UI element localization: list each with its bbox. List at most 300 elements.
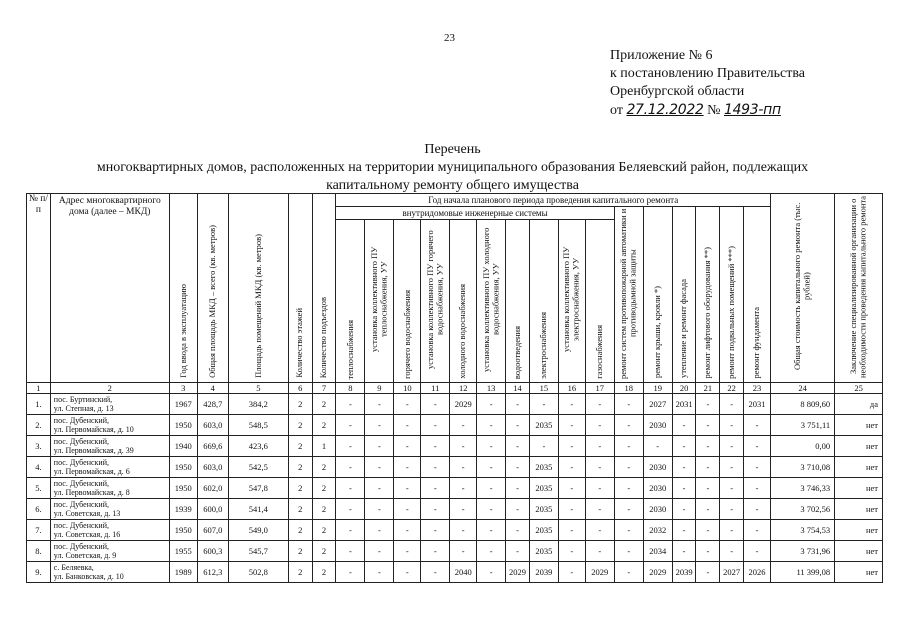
table-row <box>27 499 883 520</box>
row-work-year: - <box>506 457 530 478</box>
appendix-block <box>610 47 805 120</box>
row-work-year: - <box>696 478 720 499</box>
row-work-year: - <box>336 562 365 583</box>
row-address: пос. Дубенский, ул. Советская, д. 13 <box>50 499 169 520</box>
number-prefix: № <box>707 103 721 118</box>
header-system-9: газоснабжения <box>585 220 614 383</box>
row-work-year: 2031 <box>672 394 696 415</box>
row-work-year: 2029 <box>585 562 614 583</box>
header-no: № п/п <box>27 194 51 383</box>
row-work-year: - <box>672 541 696 562</box>
row-work-year: - <box>365 499 394 520</box>
row-work-year: - <box>585 541 614 562</box>
row-work-year: 2040 <box>450 562 477 583</box>
row-total-area: 607,0 <box>197 520 228 541</box>
row-work-year: - <box>614 562 643 583</box>
row-work-year: - <box>506 415 530 436</box>
row-work-year: - <box>394 499 421 520</box>
row-work-year: - <box>421 415 450 436</box>
page-number: 23 <box>444 32 455 44</box>
table-row <box>27 394 883 415</box>
row-work-year: - <box>744 478 771 499</box>
row-work-year: - <box>585 415 614 436</box>
row-premises-area: 545,7 <box>228 541 288 562</box>
header-basement: ремонт подвальных помещений ***) <box>720 207 744 383</box>
column-number: 9 <box>365 383 394 394</box>
row-premises-area: 542,5 <box>228 457 288 478</box>
row-year: 1940 <box>169 436 197 457</box>
row-work-year: - <box>394 541 421 562</box>
row-floors: 2 <box>288 436 312 457</box>
row-conclusion: нет <box>835 520 883 541</box>
header-system-1: установка коллективного ПУ теплоснабжения, УУ <box>365 220 394 383</box>
row-work-year: - <box>672 415 696 436</box>
column-number: 7 <box>312 383 336 394</box>
row-work-year: - <box>365 415 394 436</box>
row-work-year: - <box>421 394 450 415</box>
header-system-4: холодного водоснабжения <box>450 220 477 383</box>
row-work-year: - <box>614 520 643 541</box>
document-title <box>40 141 865 195</box>
row-address: пос. Дубенский, ул. Первомайская, д. 8 <box>50 478 169 499</box>
column-number: 5 <box>228 383 288 394</box>
row-work-year: - <box>394 478 421 499</box>
row-total-cost: 3 754,53 <box>771 520 835 541</box>
row-work-year: - <box>365 394 394 415</box>
row-work-year: - <box>477 436 506 457</box>
row-work-year: 2035 <box>529 499 558 520</box>
row-work-year: - <box>336 499 365 520</box>
handwritten-date: 27.12.2022 <box>626 102 704 118</box>
row-entrances: 1 <box>312 436 336 457</box>
row-number: 8. <box>27 541 51 562</box>
header-total-area: Общая площадь МКД – всего (кв. метров) <box>197 194 228 383</box>
row-number: 6. <box>27 499 51 520</box>
column-number: 22 <box>720 383 744 394</box>
row-work-year: - <box>336 478 365 499</box>
row-floors: 2 <box>288 541 312 562</box>
row-year: 1955 <box>169 541 197 562</box>
row-conclusion: нет <box>835 541 883 562</box>
table-row <box>27 415 883 436</box>
header-system-7: электроснабжения <box>529 220 558 383</box>
row-work-year: - <box>558 520 585 541</box>
row-work-year: - <box>365 562 394 583</box>
row-work-year: - <box>744 541 771 562</box>
row-floors: 2 <box>288 394 312 415</box>
row-work-year: - <box>720 478 744 499</box>
table-row <box>27 436 883 457</box>
row-work-year: - <box>614 415 643 436</box>
column-number: 11 <box>421 383 450 394</box>
row-total-cost: 3 731,96 <box>771 541 835 562</box>
row-total-cost: 11 399,08 <box>771 562 835 583</box>
header-facade: утепление и ремонт фасада <box>672 207 696 383</box>
row-conclusion: нет <box>835 499 883 520</box>
row-work-year: - <box>614 499 643 520</box>
header-system-3: установка коллективного ПУ горячего водоснабжения, УУ <box>421 220 450 383</box>
row-premises-area: 502,8 <box>228 562 288 583</box>
row-total-cost: 3 751,11 <box>771 415 835 436</box>
row-premises-area: 548,5 <box>228 415 288 436</box>
column-number: 3 <box>169 383 197 394</box>
row-work-year: - <box>450 457 477 478</box>
row-entrances: 2 <box>312 478 336 499</box>
row-total-area: 612,3 <box>197 562 228 583</box>
row-work-year: - <box>450 436 477 457</box>
row-work-year: - <box>365 436 394 457</box>
column-number: 1 <box>27 383 51 394</box>
row-work-year: 2035 <box>529 415 558 436</box>
row-work-year: 2039 <box>529 562 558 583</box>
row-conclusion: нет <box>835 478 883 499</box>
table-row <box>27 541 883 562</box>
row-work-year: - <box>744 415 771 436</box>
header-conclusion: Заключение специализированной организации о необходимости проведения капитального ремонта <box>835 194 883 383</box>
column-number: 4 <box>197 383 228 394</box>
row-total-cost: 8 809,60 <box>771 394 835 415</box>
table-row <box>27 478 883 499</box>
appendix-line3: Оренбургской области <box>610 84 745 99</box>
row-work-year: 2035 <box>529 457 558 478</box>
houses-table <box>26 193 883 583</box>
row-year: 1939 <box>169 499 197 520</box>
column-number: 8 <box>336 383 365 394</box>
row-entrances: 2 <box>312 541 336 562</box>
row-conclusion: да <box>835 394 883 415</box>
row-work-year: - <box>365 478 394 499</box>
row-total-cost: 3 710,08 <box>771 457 835 478</box>
row-work-year: - <box>558 478 585 499</box>
row-number: 7. <box>27 520 51 541</box>
row-work-year: - <box>394 394 421 415</box>
row-premises-area: 541,4 <box>228 499 288 520</box>
row-work-year: - <box>585 478 614 499</box>
row-work-year: - <box>672 499 696 520</box>
column-number: 17 <box>585 383 614 394</box>
row-work-year: - <box>421 436 450 457</box>
row-premises-area: 547,8 <box>228 478 288 499</box>
row-work-year: - <box>744 436 771 457</box>
header-system-5: установка коллективного ПУ холодного водоснабжения, УУ <box>477 220 506 383</box>
header-system-8: установка коллективного ПУ электроснабжения, УУ <box>558 220 585 383</box>
appendix-line2: к постановлению Правительства <box>610 66 806 81</box>
row-work-year: - <box>672 436 696 457</box>
row-work-year: - <box>394 562 421 583</box>
row-work-year: - <box>421 562 450 583</box>
row-floors: 2 <box>288 499 312 520</box>
row-work-year: - <box>336 436 365 457</box>
row-work-year: 2034 <box>643 541 672 562</box>
row-work-year: - <box>421 478 450 499</box>
table-row <box>27 520 883 541</box>
header-year-built: Год ввода в эксплуатацию <box>169 194 197 383</box>
row-total-area: 603,0 <box>197 457 228 478</box>
row-work-year: - <box>585 436 614 457</box>
table-row <box>27 457 883 478</box>
row-work-year: - <box>720 541 744 562</box>
row-floors: 2 <box>288 562 312 583</box>
row-work-year: - <box>477 541 506 562</box>
title-line2: многоквартирных домов, расположенных на территории муниципального образования Беляевский район, подлежащих <box>96 160 809 175</box>
row-address: пос. Дубенский, ул. Советская, д. 9 <box>50 541 169 562</box>
row-year: 1967 <box>169 394 197 415</box>
row-entrances: 2 <box>312 562 336 583</box>
header-roof: ремонт крыши, кровли *) <box>643 207 672 383</box>
row-work-year: - <box>421 499 450 520</box>
row-work-year: - <box>696 499 720 520</box>
row-work-year: - <box>585 394 614 415</box>
header-premises-area: Площадь помещений МКД (кв. метров) <box>228 194 288 383</box>
row-number: 3. <box>27 436 51 457</box>
row-total-area: 428,7 <box>197 394 228 415</box>
row-number: 2. <box>27 415 51 436</box>
row-work-year: - <box>614 541 643 562</box>
header-system-6: водоотведения <box>506 220 530 383</box>
row-work-year: - <box>672 478 696 499</box>
row-work-year: - <box>506 436 530 457</box>
title-line3: капитальному ремонту общего имущества <box>326 178 579 193</box>
row-number: 4. <box>27 457 51 478</box>
row-work-year: - <box>720 520 744 541</box>
row-work-year: 2029 <box>643 562 672 583</box>
row-work-year: - <box>720 394 744 415</box>
row-work-year: - <box>477 415 506 436</box>
row-total-area: 600,0 <box>197 499 228 520</box>
row-work-year: - <box>720 415 744 436</box>
row-work-year: - <box>506 520 530 541</box>
column-number: 14 <box>506 383 530 394</box>
row-work-year: - <box>450 499 477 520</box>
row-work-year: 2035 <box>529 520 558 541</box>
row-work-year: - <box>614 436 643 457</box>
row-work-year: - <box>696 415 720 436</box>
row-year: 1950 <box>169 457 197 478</box>
row-work-year: - <box>365 520 394 541</box>
row-work-year: 2035 <box>529 541 558 562</box>
header-system-0: теплоснабжения <box>336 220 365 383</box>
row-work-year: - <box>614 394 643 415</box>
row-work-year: 2039 <box>672 562 696 583</box>
row-work-year: - <box>394 457 421 478</box>
row-work-year: - <box>477 562 506 583</box>
row-total-cost: 3 702,56 <box>771 499 835 520</box>
row-entrances: 2 <box>312 415 336 436</box>
row-work-year: - <box>696 436 720 457</box>
column-number: 10 <box>394 383 421 394</box>
row-work-year: - <box>421 520 450 541</box>
row-work-year: - <box>394 436 421 457</box>
row-premises-area: 423,6 <box>228 436 288 457</box>
column-number: 15 <box>529 383 558 394</box>
row-work-year: 2026 <box>744 562 771 583</box>
row-work-year: - <box>720 436 744 457</box>
row-work-year: - <box>336 457 365 478</box>
row-work-year: - <box>558 394 585 415</box>
row-work-year: - <box>450 415 477 436</box>
row-work-year: 2029 <box>450 394 477 415</box>
row-work-year: - <box>506 541 530 562</box>
column-number: 19 <box>643 383 672 394</box>
row-address: пос. Дубенский, ул. Первомайская, д. 6 <box>50 457 169 478</box>
row-work-year: - <box>336 520 365 541</box>
row-work-year: - <box>506 394 530 415</box>
row-work-year: - <box>585 457 614 478</box>
row-total-area: 603,0 <box>197 415 228 436</box>
row-floors: 2 <box>288 520 312 541</box>
table-row <box>27 562 883 583</box>
row-conclusion: нет <box>835 457 883 478</box>
row-work-year: - <box>720 499 744 520</box>
header-foundation: ремонт фундамента <box>744 207 771 383</box>
date-prefix: от <box>610 103 623 118</box>
column-number: 21 <box>696 383 720 394</box>
row-work-year: - <box>585 499 614 520</box>
header-systems-group: внутридомовые инженерные системы <box>336 207 614 220</box>
row-work-year: - <box>558 436 585 457</box>
row-total-area: 669,6 <box>197 436 228 457</box>
row-address: с. Беляевка, ул. Банковская, д. 10 <box>50 562 169 583</box>
appendix-date-line <box>610 101 805 120</box>
row-address: пос. Дубенский, ул. Первомайская, д. 39 <box>50 436 169 457</box>
row-conclusion: нет <box>835 562 883 583</box>
title-line1: Перечень <box>424 142 481 157</box>
row-work-year: - <box>614 478 643 499</box>
row-work-year: - <box>744 457 771 478</box>
row-work-year: - <box>450 478 477 499</box>
row-work-year: - <box>744 520 771 541</box>
row-total-cost: 0,00 <box>771 436 835 457</box>
row-work-year: 2032 <box>643 520 672 541</box>
column-number: 2 <box>50 383 169 394</box>
row-work-year: - <box>477 457 506 478</box>
column-number: 18 <box>614 383 643 394</box>
row-work-year: - <box>477 499 506 520</box>
row-work-year: - <box>558 541 585 562</box>
row-work-year: - <box>696 457 720 478</box>
row-entrances: 2 <box>312 457 336 478</box>
row-address: пос. Дубенский, ул. Советская, д. 16 <box>50 520 169 541</box>
column-number: 23 <box>744 383 771 394</box>
row-total-cost: 3 746,33 <box>771 478 835 499</box>
row-work-year: 2030 <box>643 415 672 436</box>
row-work-year: 2035 <box>529 478 558 499</box>
row-work-year: - <box>394 520 421 541</box>
row-year: 1989 <box>169 562 197 583</box>
row-work-year: - <box>614 457 643 478</box>
row-entrances: 2 <box>312 520 336 541</box>
row-work-year: - <box>529 436 558 457</box>
header-total-cost: Общая стоимость капитального ремонта (тыс. рублей) <box>771 194 835 383</box>
row-work-year: - <box>450 520 477 541</box>
row-work-year: - <box>696 562 720 583</box>
row-year: 1950 <box>169 520 197 541</box>
row-work-year: - <box>421 541 450 562</box>
row-work-year: 2027 <box>643 394 672 415</box>
row-premises-area: 549,0 <box>228 520 288 541</box>
row-work-year: - <box>672 520 696 541</box>
row-work-year: 2031 <box>744 394 771 415</box>
row-conclusion: нет <box>835 436 883 457</box>
row-number: 5. <box>27 478 51 499</box>
row-address: пос. Дубенский, ул. Первомайская, д. 10 <box>50 415 169 436</box>
row-premises-area: 384,2 <box>228 394 288 415</box>
row-number: 9. <box>27 562 51 583</box>
row-work-year: - <box>336 415 365 436</box>
row-work-year: - <box>696 520 720 541</box>
row-work-year: - <box>336 541 365 562</box>
row-work-year: - <box>365 541 394 562</box>
column-number: 12 <box>450 383 477 394</box>
column-number: 6 <box>288 383 312 394</box>
column-number: 16 <box>558 383 585 394</box>
row-work-year: - <box>336 394 365 415</box>
row-total-area: 600,3 <box>197 541 228 562</box>
row-work-year: - <box>585 520 614 541</box>
row-conclusion: нет <box>835 415 883 436</box>
column-number: 13 <box>477 383 506 394</box>
row-work-year: - <box>477 520 506 541</box>
row-work-year: - <box>558 562 585 583</box>
header-period-group: Год начала планового периода проведения капитального ремонта <box>336 194 771 207</box>
row-work-year: 2030 <box>643 457 672 478</box>
appendix-line1: Приложение № 6 <box>610 48 713 63</box>
row-work-year: 2027 <box>720 562 744 583</box>
row-work-year: - <box>421 457 450 478</box>
row-work-year: - <box>506 478 530 499</box>
row-work-year: - <box>365 457 394 478</box>
row-work-year: - <box>477 478 506 499</box>
row-year: 1950 <box>169 478 197 499</box>
row-floors: 2 <box>288 415 312 436</box>
column-number: 20 <box>672 383 696 394</box>
header-entrances: Количество подъездов <box>312 194 336 383</box>
row-work-year: - <box>720 457 744 478</box>
header-floors: Количество этажей <box>288 194 312 383</box>
handwritten-number: 1493-пп <box>723 102 781 118</box>
row-work-year: - <box>643 436 672 457</box>
row-entrances: 2 <box>312 394 336 415</box>
row-work-year: 2030 <box>643 499 672 520</box>
row-work-year: - <box>477 394 506 415</box>
row-floors: 2 <box>288 457 312 478</box>
row-work-year: - <box>744 499 771 520</box>
row-work-year: - <box>558 457 585 478</box>
header-address: Адрес многоквартирного дома (далее – МКД) <box>50 194 169 383</box>
column-number: 25 <box>835 383 883 394</box>
row-address: пос. Буртинский, ул. Степная, д. 13 <box>50 394 169 415</box>
row-floors: 2 <box>288 478 312 499</box>
row-work-year: 2029 <box>506 562 530 583</box>
row-work-year: - <box>506 499 530 520</box>
header-elevator: ремонт лифтового оборудования **) <box>696 207 720 383</box>
row-number: 1. <box>27 394 51 415</box>
row-work-year: - <box>558 499 585 520</box>
row-work-year: - <box>672 457 696 478</box>
header-system-2: горячего водоснабжения <box>394 220 421 383</box>
row-total-area: 602,0 <box>197 478 228 499</box>
row-work-year: - <box>696 541 720 562</box>
row-year: 1950 <box>169 415 197 436</box>
row-work-year: 2030 <box>643 478 672 499</box>
row-work-year: - <box>450 541 477 562</box>
header-fire-systems: ремонт систем противопожарной автоматики и противодымной защиты <box>614 207 643 383</box>
row-work-year: - <box>394 415 421 436</box>
row-work-year: - <box>558 415 585 436</box>
row-entrances: 2 <box>312 499 336 520</box>
column-number: 24 <box>771 383 835 394</box>
row-work-year: - <box>696 394 720 415</box>
